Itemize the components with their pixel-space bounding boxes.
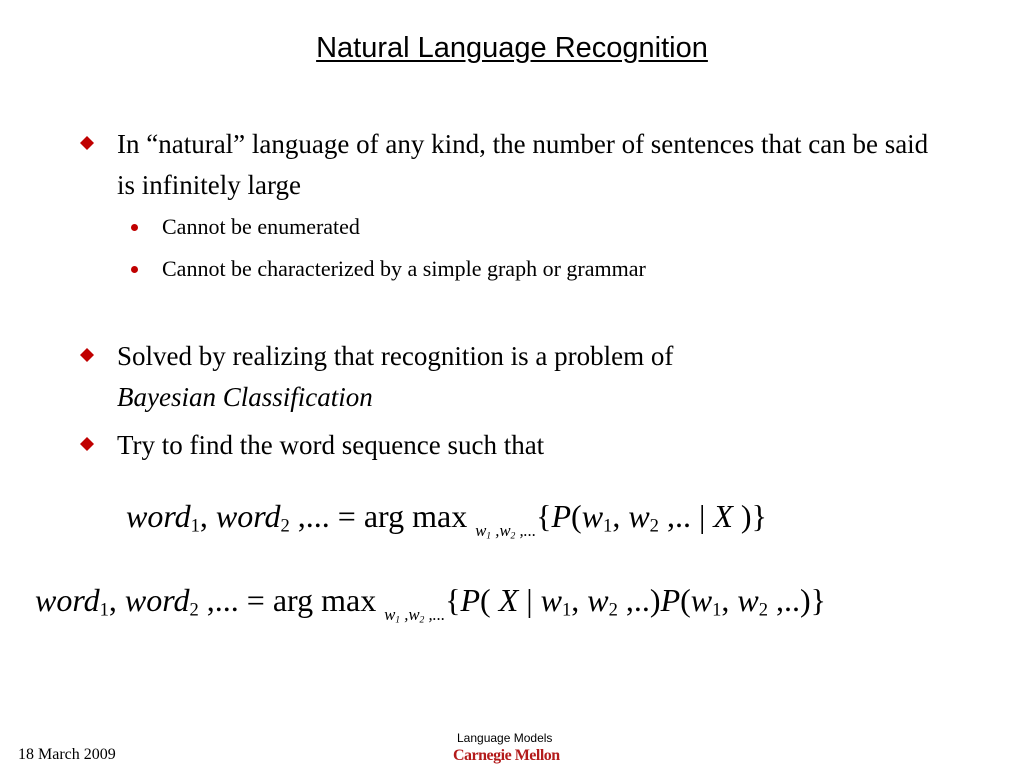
bullet-3 bbox=[80, 425, 937, 466]
bullet-2-text bbox=[117, 336, 937, 418]
footer-date: 18 March 2009 bbox=[18, 746, 116, 763]
bullet-2-italic: Bayesian Classification bbox=[117, 382, 373, 412]
equation-1: word$_1$, word$_2$ ,... = arg $\max _{w_1 ,w_2 ,...}\{P(w_1$, $w_2$ ,.. | X )} bbox=[126, 498, 767, 542]
sub-bullet-1 bbox=[131, 213, 360, 241]
footer-course-title: Language Models bbox=[457, 731, 553, 745]
bullet-1-text: In “natural” language of any kind, the number of sentences that can be said is infinitely large bbox=[117, 129, 929, 200]
slide-title: Natural Language Recognition bbox=[316, 32, 708, 64]
carnegie-mellon-logo: Carnegie Mellon bbox=[453, 747, 560, 764]
bullet-2-plain: Solved by realizing that recognition is a problem of bbox=[117, 341, 674, 371]
diamond-bullet-icon bbox=[80, 437, 94, 451]
sub-bullet-2-text: Cannot be characterized by a simple graph or grammar bbox=[162, 256, 646, 281]
bullet-2 bbox=[80, 336, 937, 418]
dot-bullet-icon bbox=[131, 224, 138, 231]
sub-bullet-1-text: Cannot be enumerated bbox=[162, 214, 360, 239]
bullet-1 bbox=[80, 124, 937, 206]
equation-2: word$_1$, word$_2$ ,... = arg max $_{w_1 ,w_2 ,...}${P( X | $w_1$, $w_2$ $,..)P(w_1$, $w_2$ ,..)} bbox=[35, 582, 827, 626]
diamond-bullet-icon bbox=[80, 136, 94, 150]
bullet-3-text: Try to find the word sequence such that bbox=[117, 430, 545, 460]
sub-bullet-2 bbox=[131, 255, 646, 283]
diamond-bullet-icon bbox=[80, 348, 94, 362]
dot-bullet-icon bbox=[131, 266, 138, 273]
